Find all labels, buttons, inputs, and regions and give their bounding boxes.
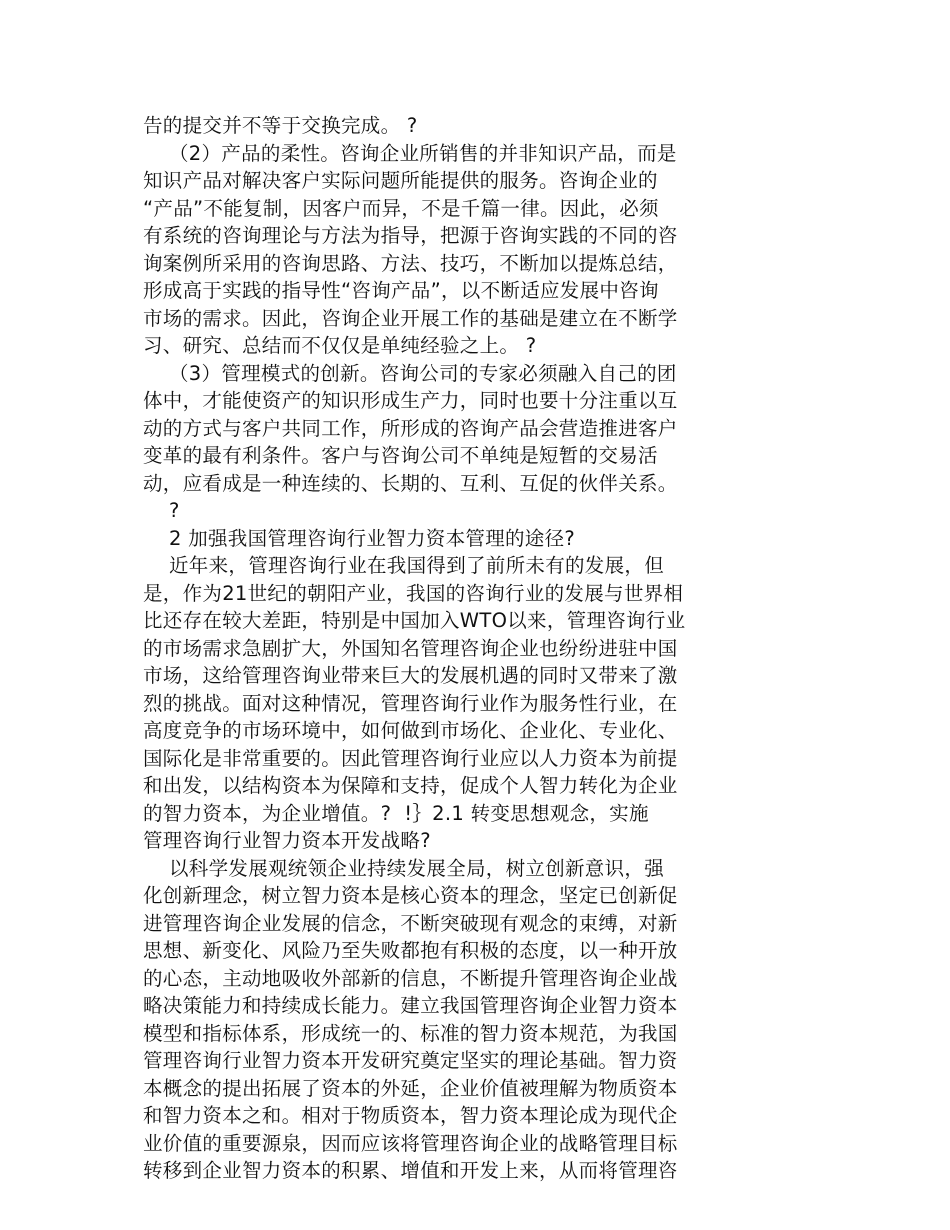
text-line: 是，作为21世纪的朝阳产业，我国的咨询行业的发展与世界相 [143, 581, 684, 605]
text-line: 高度竞争的市场环境中，如何做到市场化、企业化、专业化、 [143, 719, 678, 742]
text-line: 比还存在较大差距，特别是中国加入WTO以来，管理咨询行业 [143, 609, 686, 632]
text-line: 近年来，管理咨询行业在我国得到了前所未有的发展，但 [143, 554, 664, 577]
text-line: 和出发，以结构资本为保障和支持，促成个人智力转化为企业 [143, 774, 678, 797]
text-line: 思想、新变化、风险乃至失败都抱有积极的态度，以一种开放 [143, 939, 678, 962]
text-line: 动，应看成是一种连续的、长期的、互利、互促的伙伴关系。 [143, 471, 678, 495]
text-line: 烈的挑战。面对这种情况，管理咨询行业作为服务性行业，在 [143, 691, 678, 715]
text-line: “产品”不能复制，因客户而异，不是千篇一律。因此，必须 [143, 196, 659, 220]
text-line: ? [143, 499, 180, 522]
text-line: 管理咨询行业智力资本开发研究奠定坚实的理论基础。智力资 [143, 1049, 678, 1072]
text-line: 进管理咨询企业发展的信念，不断突破现有观念的束缚，对新 [143, 911, 678, 935]
text-line: 询案例所采用的咨询思路、方法、技巧，不断加以提炼总结， [143, 251, 678, 275]
text-line: 形成高于实践的指导性“咨询产品”，以不断适应发展中咨询 [143, 279, 659, 302]
subsection-heading: 管理咨询行业智力资本开发战略? [143, 829, 431, 852]
text-line: 变革的最有利条件。客户与咨询公司不单纯是短暂的交易活 [143, 444, 658, 467]
text-line: 有系统的咨询理论与方法为指导，把源于咨询实践的不同的咨 [143, 224, 678, 247]
text-line: 化创新理念，树立智力资本是核心资本的理念，坚定已创新促 [143, 884, 678, 907]
text-line: 的智力资本，为企业增值。? !｝2.1 转变思想观念，实施 [143, 801, 649, 825]
text-line: 动的方式与客户共同工作，所形成的咨询产品会营造推进客户 [143, 416, 678, 440]
text-line: 以科学发展观统领企业持续发展全局，树立创新意识，强 [143, 856, 664, 880]
text-line: 转移到企业智力资本的积累、增值和开发上来，从而将管理咨 [143, 1159, 678, 1182]
text-line: 本概念的提出拓展了资本的外延，企业价值被理解为物质资本 [143, 1076, 678, 1100]
text-line: 的心态，主动地吸收外部新的信息，不断提升管理咨询企业战 [143, 966, 678, 990]
text-line: 习、研究、总结而不仅仅是单纯经验之上。 ? [143, 334, 537, 357]
text-line: 国际化是非常重要的。因此管理咨询行业应以人力资本为前提 [143, 746, 678, 770]
section-heading: 2 加强我国管理咨询行业智力资本管理的途径? [143, 526, 576, 550]
text-line: 模型和指标体系，形成统一的、标准的智力资本规范，为我国 [143, 1021, 678, 1045]
text-line: 体中，才能使资产的知识形成生产力，同时也要十分注重以互 [143, 389, 678, 412]
text-line: （2）产品的柔性。咨询企业所销售的并非知识产品，而是 [143, 141, 677, 165]
text-line: 业价值的重要源泉，因而应该将管理咨询企业的战略管理目标 [143, 1131, 678, 1155]
text-line: 略决策能力和持续成长能力。建立我国管理咨询企业智力资本 [143, 994, 678, 1017]
body-text [143, 112, 743, 1185]
text-line: 知识产品对解决客户实际问题所能提供的服务。咨询企业的 [143, 169, 658, 192]
text-line: 市场的需求。因此，咨询企业开展工作的基础是建立在不断学 [143, 306, 678, 330]
text-line: 告的提交并不等于交换完成。 ? [143, 114, 418, 137]
text-line: 市场，这给管理咨询业带来巨大的发展机遇的同时又带来了激 [143, 664, 678, 687]
text-line: 和智力资本之和。相对于物质资本，智力资本理论成为现代企 [143, 1104, 678, 1127]
text-line: 的市场需求急剧扩大，外国知名管理咨询企业也纷纷进驻中国 [143, 636, 678, 660]
text-line: （3）管理模式的创新。咨询公司的专家必须融入自己的团 [143, 361, 677, 385]
